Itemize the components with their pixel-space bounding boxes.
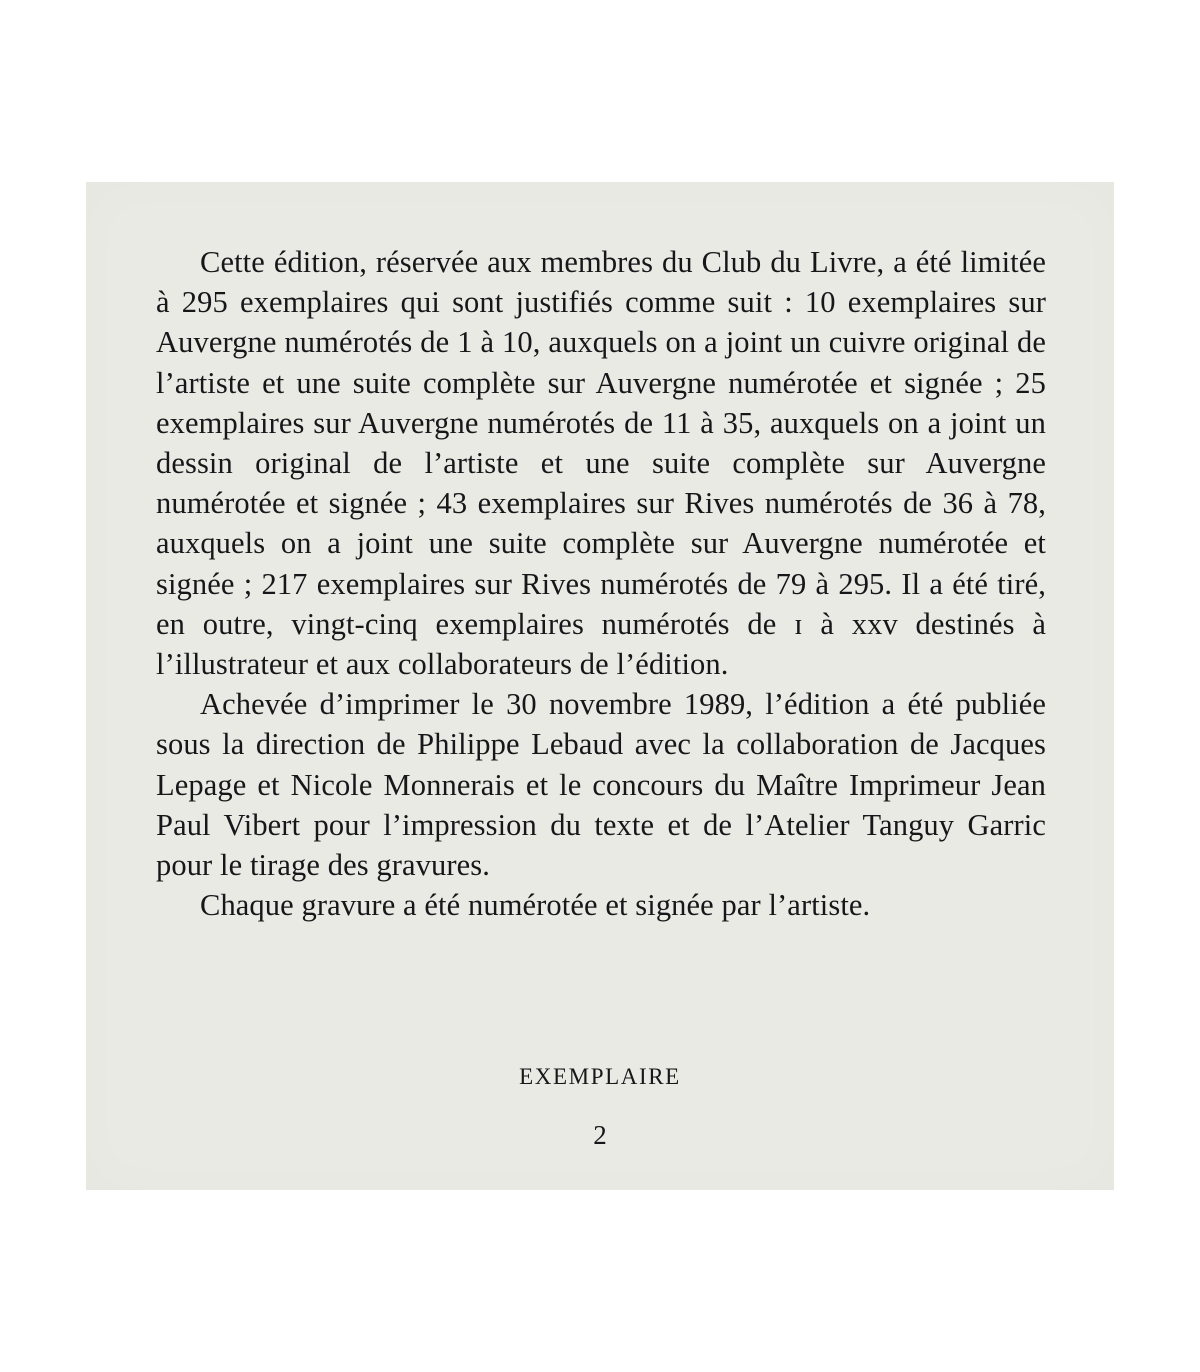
colophon-text-block [156, 242, 1046, 925]
colophon-paper [86, 182, 1114, 1190]
copy-label: EXEMPLAIRE [519, 1064, 681, 1089]
copy-number: 2 [593, 1120, 607, 1150]
colophon-paragraph-edition: Cette édition, réservée aux membres du Club du Livre, a été limitée à 295 exemplaires qui sont justifiés comme suit : 10 exemplaires sur Auvergne numérotés de 1 à 10, auxquels on a joint un cuivre original de l’artiste et une suite complète sur Auvergne numérotée et signée ; 25 exemplaires sur Auvergne numérotés de 11 à 35, auxquels on a joint un dessin original de l’artiste et une suite complète sur Auvergne numérotée et signée ; 43 exemplaires sur Rives numérotés de 36 à 78, auxquels on a joint une suite complète sur Auvergne numérotée et signée ; 217 exemplaires sur Rives numérotés de 79 à 295. Il a été tiré, en outre, vingt-cinq exemplaires numérotés de ɪ à xxv destinés à l’illustrateur et aux collaborateurs de l’édition. [156, 245, 1046, 682]
colophon-paragraph-printing: Achevée d’imprimer le 30 novembre 1989, l’édition a été publiée sous la direction de Philippe Lebaud avec la collaboration de Jacques Lepage et Nicole Monnerais et le concours du Maître Imprimeur Jean Paul Vibert pour l’impression du texte et de l’Atelier Tanguy Garric pour le tirage des gravures. [156, 687, 1046, 883]
colophon-paragraph-engravings: Chaque gravure a été numérotée et signée par l’artiste. [200, 888, 871, 923]
